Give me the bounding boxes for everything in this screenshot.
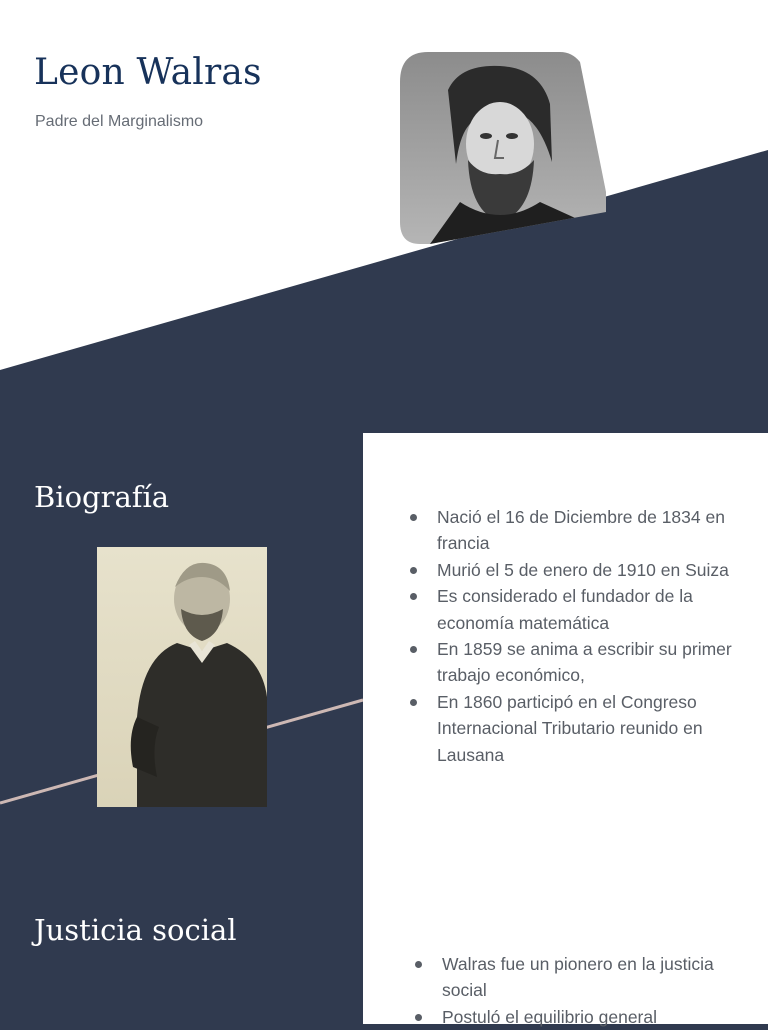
list-item: En 1859 se anima a escribir su primer trabajo económico, (437, 636, 742, 689)
portrait-older-walras (97, 547, 267, 807)
bullet-icon (410, 646, 417, 653)
list-item: En 1860 participó en el Congreso Internacional Tributario reunido en Lausana (437, 689, 742, 768)
portrait-young-walras (400, 52, 606, 244)
page-title: Leon Walras (34, 52, 262, 93)
bullet-icon (410, 567, 417, 574)
justicia-heading: Justicia social (34, 913, 237, 947)
biografia-list (437, 504, 742, 768)
justicia-list (442, 951, 747, 1030)
list-item: Murió el 5 de enero de 1910 en Suiza (437, 557, 742, 583)
biografia-heading: Biografía (34, 480, 170, 514)
page-subtitle: Padre del Marginalismo (35, 113, 204, 130)
bullet-icon (410, 514, 417, 521)
bullet-icon (415, 961, 422, 968)
list-item: Es considerado el fundador de la economía matemática (437, 583, 742, 636)
bullet-icon (410, 699, 417, 706)
list-item: Postuló el equilibrio general (442, 1004, 747, 1030)
bullet-icon (415, 1014, 422, 1021)
list-item: Walras fue un pionero en la justicia social (442, 951, 747, 1004)
list-item: Nació el 16 de Diciembre de 1834 en francia (437, 504, 742, 557)
